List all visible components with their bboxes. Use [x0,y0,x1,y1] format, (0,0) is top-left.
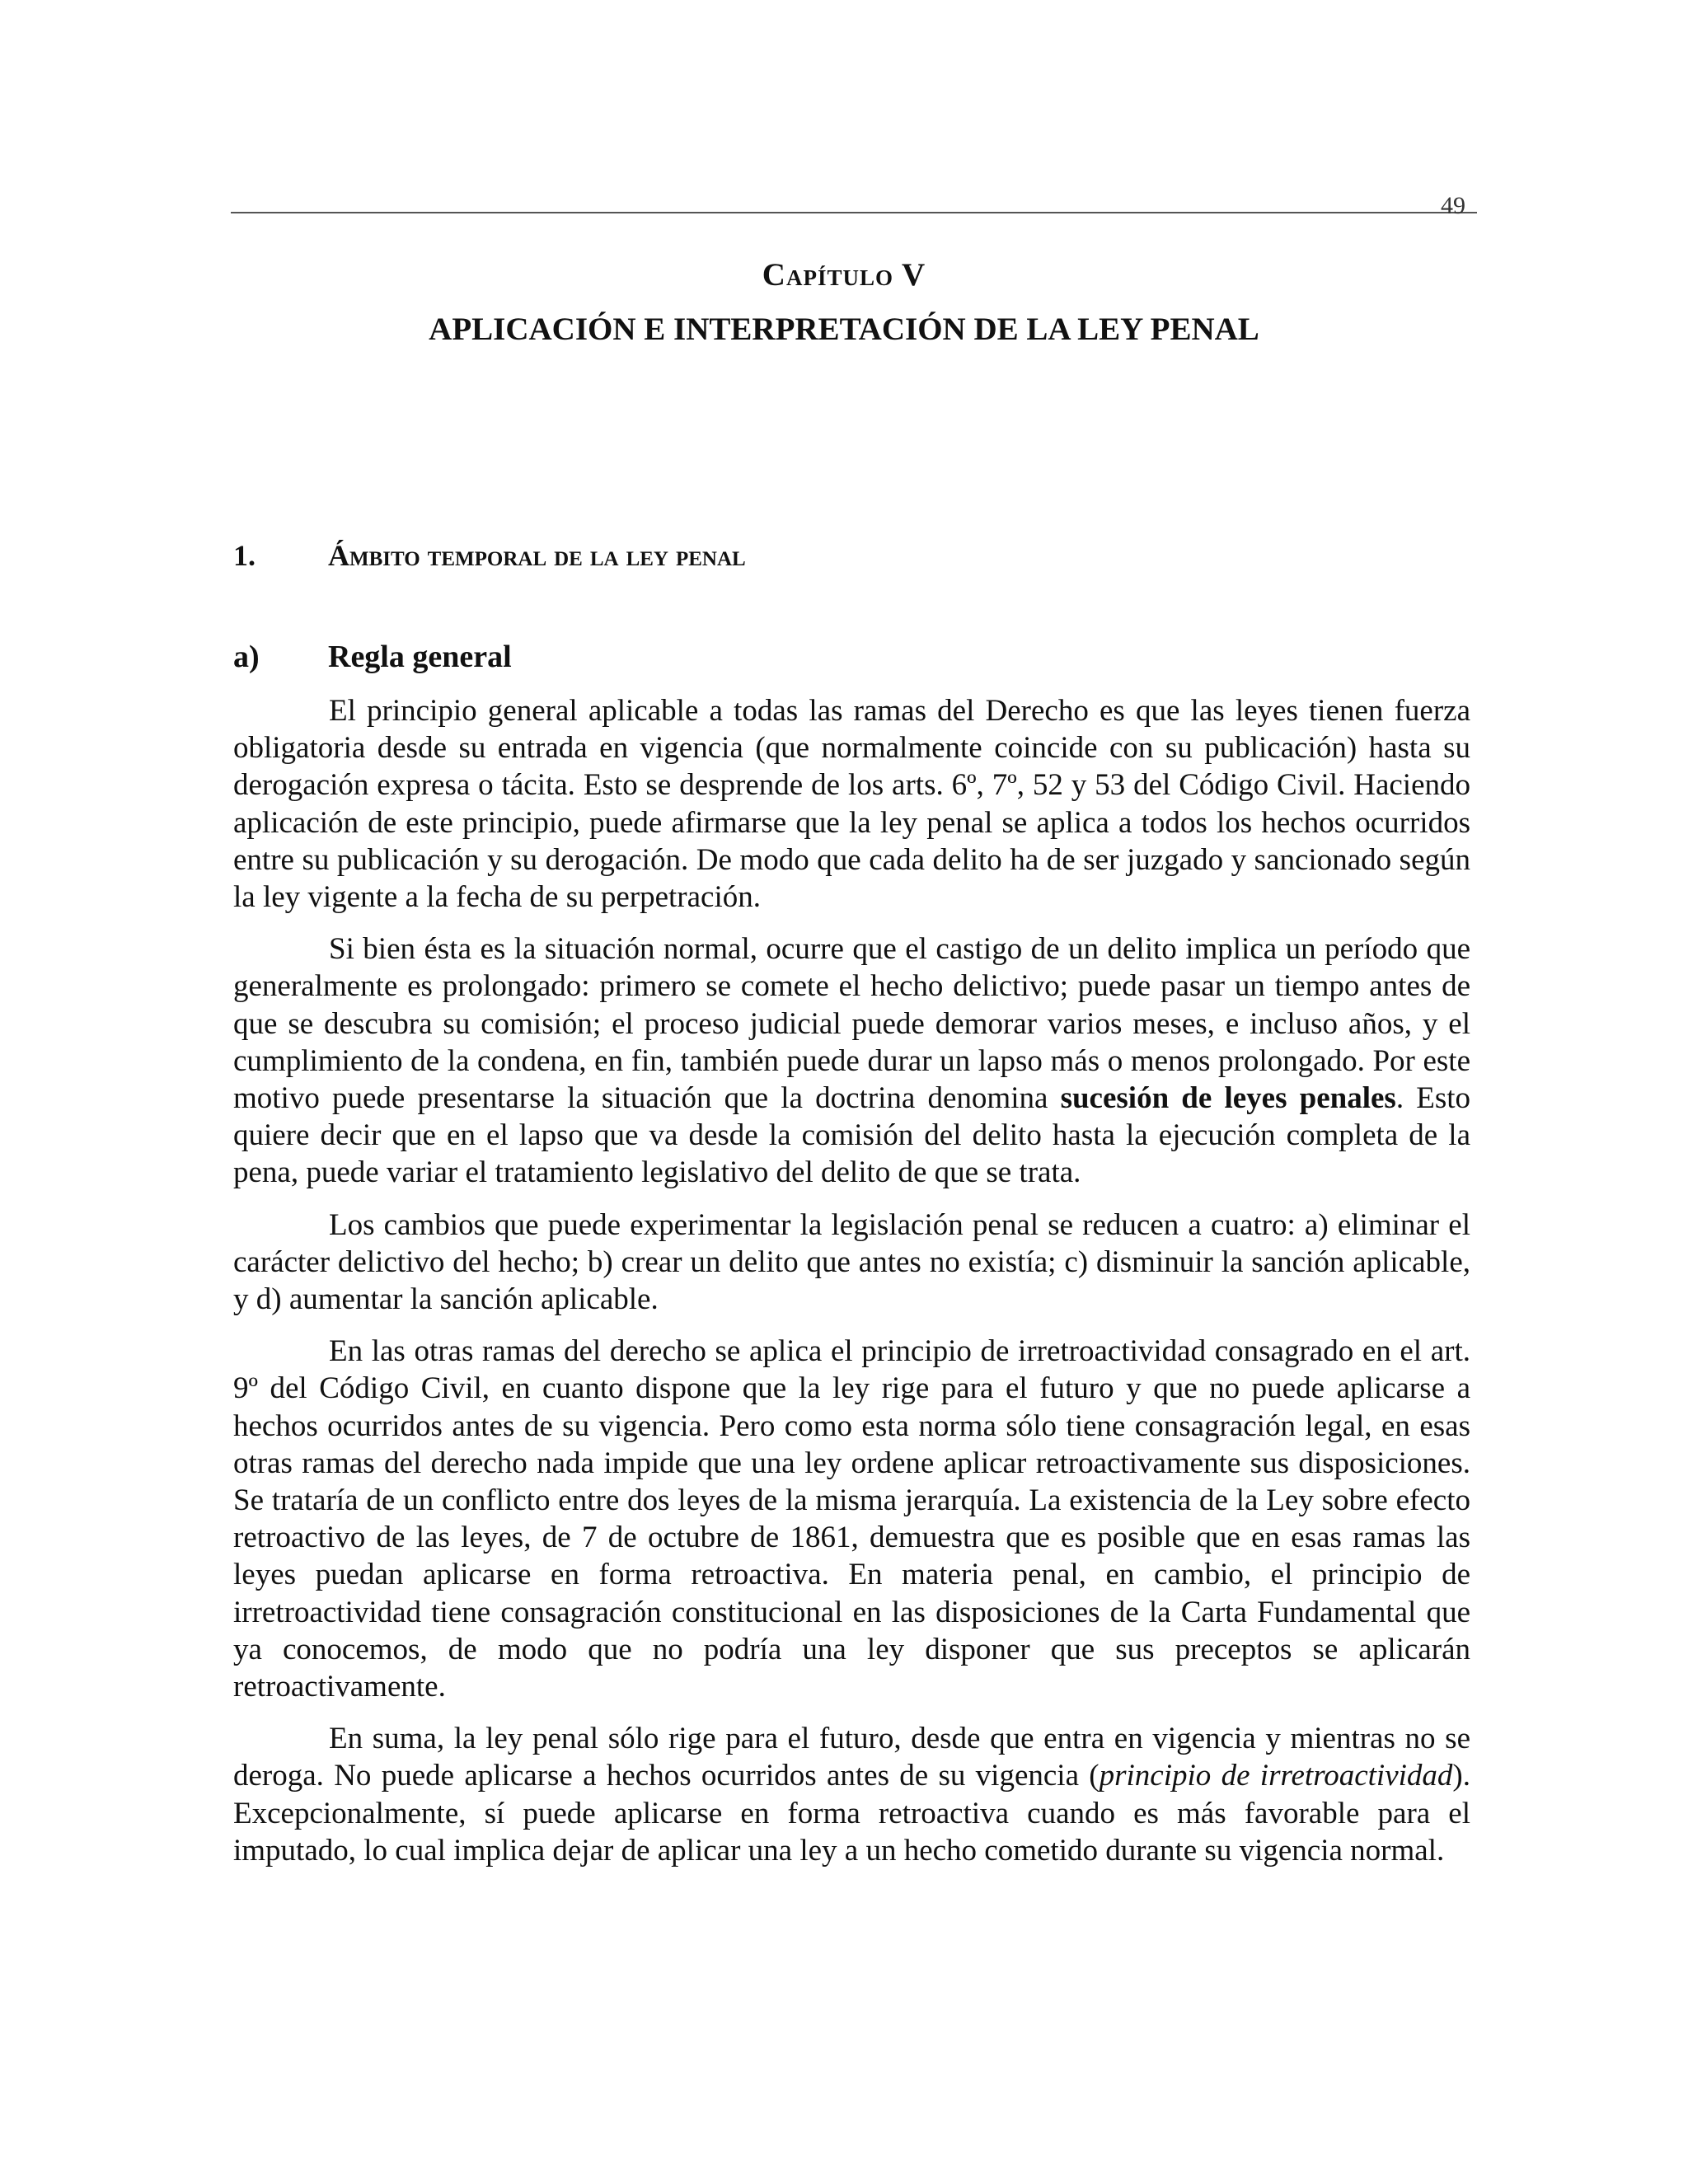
paragraph-5 [233,1720,1470,1869]
paragraph-1: El principio general aplicable a todas las ramas del Derecho es que las leyes tienen fuerza obligatoria desde su entrada en vigencia (que normalmente coincide con su publicación) hasta su derogación expresa o tácita. Esto se desprende de los arts. 6º, 7º, 52 y 53 del Código Civil. Haciendo aplicación de este principio, puede afirmarse que la ley penal se aplica a todos los hechos ocurridos entre su publicación y su derogación. De modo que cada delito ha de ser juzgado y sancionado según la ley vigente a la fecha de su perpetración. [233,694,1470,915]
paragraph-2-bold-term: sucesión de leyes penales [1060,1081,1396,1116]
paragraph-2-text-b: . Esto quiere decir que en el lapso que va desde la comisión del delito hasta la ejecución completa de la pena, puede variar el tratamiento legislativo del delito de que se trata. [233,1081,1471,1190]
paragraph-2 [233,930,1470,1191]
subsection-heading [233,638,1470,676]
paragraph-3: Los cambios que puede experimentar la legislación penal se reducen a cuatro: a) eliminar el carácter delictivo del hecho; b) crear un delito que antes no existía; c) disminuir la sanción aplicable, y d) aumentar la sanción aplicable. [233,1207,1470,1317]
section-number: 1. [233,539,256,572]
chapter-label: Capítulo V [762,257,926,293]
paragraph-5-italic-term: principio de irretroactividad [1099,1759,1453,1793]
chapter-title: APLICACIÓN E INTERPRETACIÓN DE LA LEY PENAL [429,312,1259,347]
header-rule [231,212,1477,213]
section-heading [233,537,1470,574]
page-number: 49 [1441,192,1465,219]
subsection-number: a) [233,640,260,674]
section-title: Ámbito temporal de la ley penal [328,539,746,572]
subsection-title: Regla general [328,640,512,674]
body-text [233,692,1470,1884]
paragraph-5-text-b: ). Excepcionalmente, sí puede aplicarse en forma retroactiva cuando es más favorable para el imputado, lo cual implica dejar de aplicar una ley a un hecho cometido durante su vigencia normal. [233,1759,1470,1868]
paragraph-5-text-a: En suma, la ley penal sólo rige para el futuro, desde que entra en vigencia y mientras no se deroga. No puede aplicarse a hechos ocurridos antes de su vigencia ( [233,1722,1470,1793]
paragraph-2-text-a: Si bien ésta es la situación normal, ocurre que el castigo de un delito implica un período que generalmente es prolongado: primero se comete el hecho delictivo; puede pasar un tiempo antes de que se descubra su comisión; el proceso judicial puede demorar varios meses, e incluso años, y el cumplimiento de la condena, en fin, también puede durar un lapso más o menos prolongado. Por este motivo puede presentarse la situación que la doctrina denomina [233,932,1470,1116]
paragraph-4: En las otras ramas del derecho se aplica el principio de irretroactividad consagrado en el art. 9º del Código Civil, en cuanto dispone que la ley rige para el futuro y que no puede aplicarse a hechos ocurridos antes de su vigencia. Pero como esta norma sólo tiene consagración legal, en esas otras ramas del derecho nada impide que una ley ordene aplicar retroactivamente sus disposiciones. Se trataría de un conflicto entre dos leyes de la misma jerarquía. La existencia de la Ley sobre efecto retroactivo de las leyes, de 7 de octubre de 1861, demuestra que es posible que en esas ramas las leyes puedan aplicarse en forma retroactiva. En materia penal, en cambio, el principio de irretroactividad tiene consagración constitucional en las disposiciones de la Carta Fundamental que ya conocemos, de modo que no podría una ley disponer que sus preceptos se aplicarán retroactivamente. [233,1334,1470,1704]
